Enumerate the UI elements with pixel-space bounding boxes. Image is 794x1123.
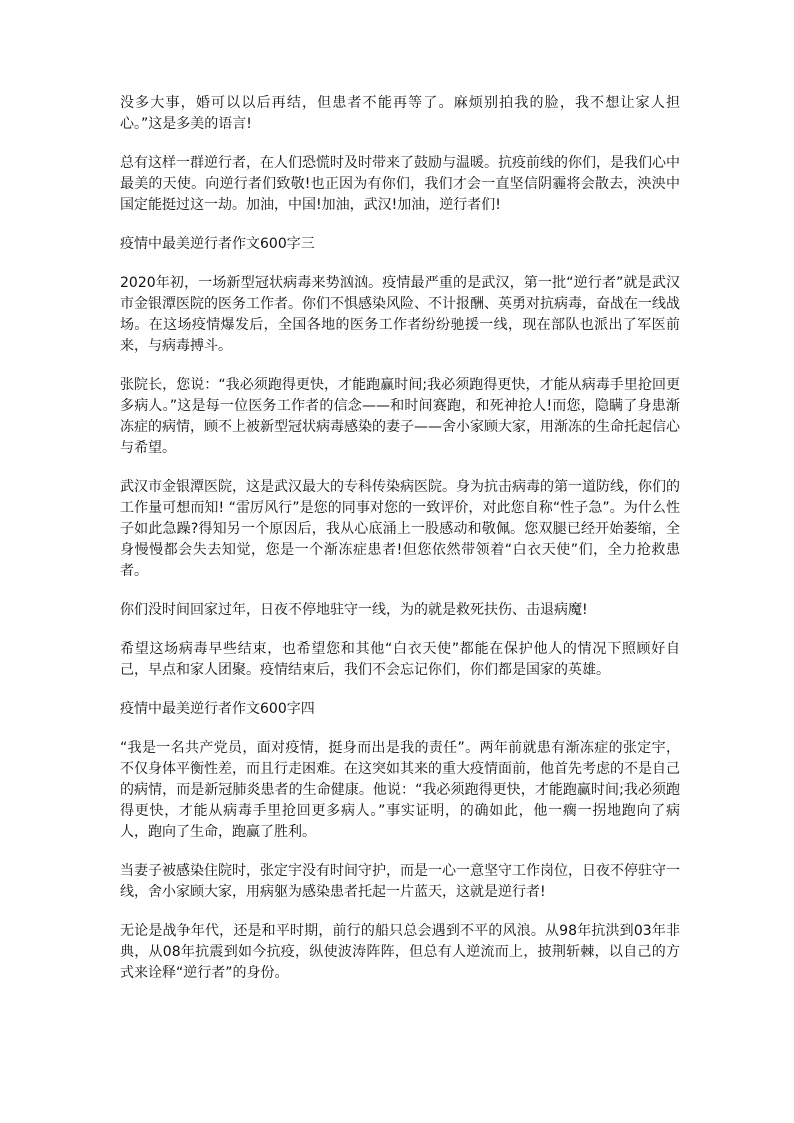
essay-paragraph: “我是一名共产党员，面对疫情，挺身而出是我的责任”。两年前就患有渐冻症的张定宇，不仅身体平衡性差，而且行走困难。在这突如其来的重大疫情面前，他首先考虑的不是自己的病情，而是新冠肺炎患者的生命健康。他说：“我必须跑得更快，才能跑赢时间;我必须跑得更快，才能从病毒手里抢回更多病人。”事实证明，的确如此，他一瘸一拐地跑向了病人，跑向了生命，跑赢了胜利。 <box>120 740 680 840</box>
essay-body <box>120 93 680 1002</box>
section-heading: 疫情中最美逆行者作文600字三 <box>120 236 315 252</box>
essay-paragraph: 你们没时间回家过年，日夜不停地驻守一线，为的就是救死扶伤、击退病魔! <box>120 602 588 618</box>
essay-paragraph: 总有这样一群逆行者，在人们恐慌时及时带来了鼓励与温暖。抗疫前线的你们，是我们心中最美的天使。向逆行者们致敬!也正因为有你们，我们才会一直坚信阴霾将会散去，泱泱中国定能挺过这一劫。加油，中国!加油，武汉!加油，逆行者们! <box>120 155 680 213</box>
essay-paragraph: 张院长，您说：“我必须跑得更快，才能跑赢时间;我必须跑得更快，才能从病毒手里抢回更多病人。”这是每一位医务工作者的信念——和时间赛跑，和死神抢人!而您，隐瞒了身患渐冻症的病情，顾不上被新型冠状病毒感染的妻子——舍小家顾大家，用渐冻的生命托起信心与希望。 <box>120 377 680 456</box>
essay-paragraph: 2020年初，一场新型冠状病毒来势汹汹。疫情最严重的是武汉，第一批“逆行者”就是武汉市金银潭医院的医务工作者。你们不惧感染风险、不计报酬、英勇对抗病毒，奋战在一线战场。在这场疫情爆发后，全国各地的医务工作者纷纷驰援一线，现在部队也派出了军医前来，与病毒搏斗。 <box>120 275 680 354</box>
essay-paragraph: 武汉市金银潭医院，这是武汉最大的专科传染病医院。身为抗击病毒的第一道防线，你们的工作量可想而知! “雷厉风行”是您的同事对您的一致评价，对此您自称“性子急”。为什么性子如此急躁?得知另一个原因后，我从心底涌上一股感动和敬佩。您双腿已经开始萎缩，全身慢慢都会失去知觉，您是一个渐冻症患者!但您依然带领着“白衣天使”们，全力抢救患者。 <box>120 479 680 579</box>
essay-paragraph: 没多大事，婚可以以后再结，但患者不能再等了。麻烦别拍我的脸，我不想让家人担心。”这是多美的语言! <box>120 95 680 132</box>
essay-paragraph: 希望这场病毒早些结束，也希望您和其他“白衣天使”都能在保护他人的情况下照顾好自己，早点和家人团聚。疫情结束后，我们不会忘记你们，你们都是国家的英雄。 <box>120 641 680 678</box>
section-heading: 疫情中最美逆行者作文600字四 <box>120 701 315 717</box>
essay-paragraph: 无论是战争年代，还是和平时期，前行的船只总会遇到不平的风浪。从98年抗洪到03年非典，从08年抗震到如今抗疫，纵使波涛阵阵，但总有人逆流而上，披荆斩棘，以自己的方式来诠释“逆行者”的身份。 <box>120 923 680 981</box>
essay-paragraph: 当妻子被感染住院时，张定宇没有时间守护，而是一心一意坚守工作岗位，日夜不停驻守一线，舍小家顾大家，用病躯为感染患者托起一片蓝天，这就是逆行者! <box>120 863 680 900</box>
